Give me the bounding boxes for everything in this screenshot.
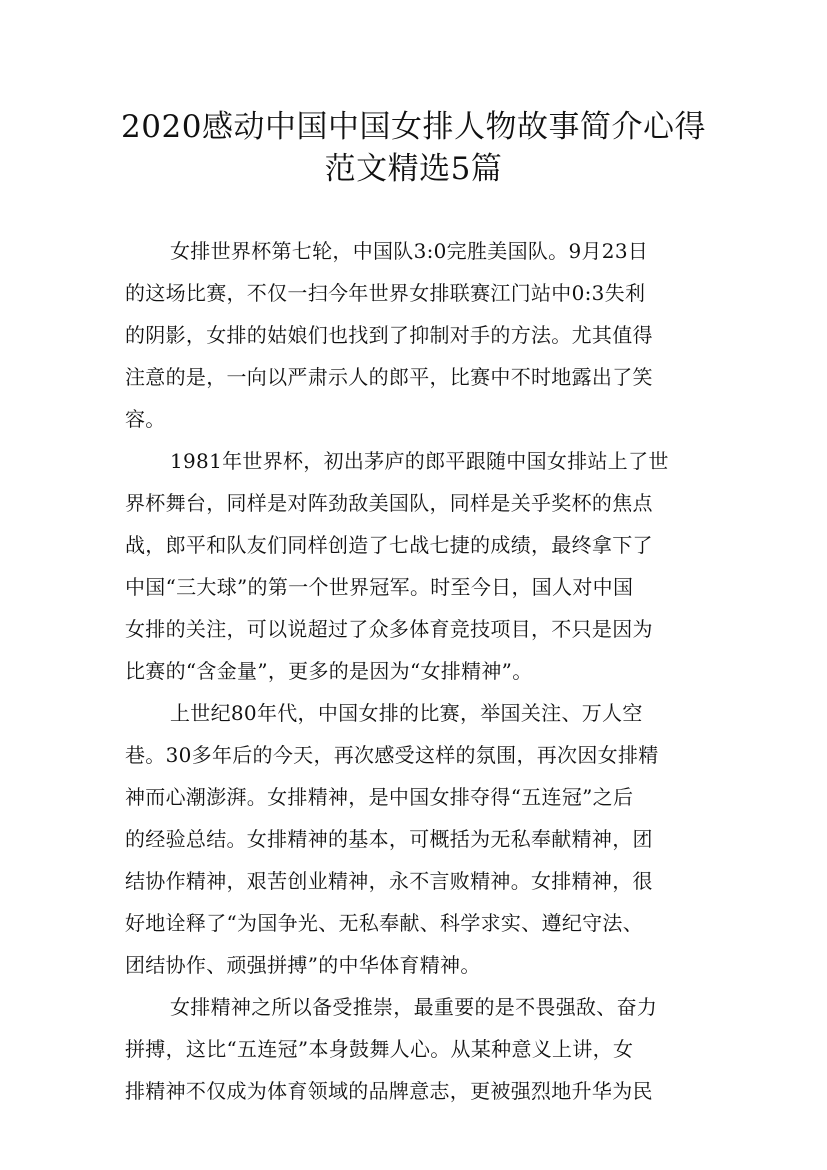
paragraph-2-line-4: 中国“三大球”的第一个世界冠军。时至今日，国人对中国 xyxy=(125,575,634,599)
paragraph-2-line-6: 比赛的“含金量”，更多的是因为“女排精神”。 xyxy=(125,659,533,683)
paragraph-3-line-6: 好地诠释了“为国争光、无私奉献、科学求实、遵纪守法、 xyxy=(125,911,644,935)
document-title-line-1: 2020感动中国中国女排人物故事简介心得 xyxy=(121,109,706,145)
paragraph-2-line-5: 女排的关注，可以说超过了众多体育竞技项目，不只是因为 xyxy=(125,617,653,641)
paragraph-3-line-4: 的经验总结。女排精神的基本，可概括为无私奉献精神，团 xyxy=(125,827,653,851)
paragraph-2-line-3: 战，郎平和队友们同样创造了七战七捷的成绩，最终拿下了 xyxy=(125,533,653,557)
paragraph-3-line-3: 神而心潮澎湃。女排精神，是中国女排夺得“五连冠”之后 xyxy=(125,785,634,809)
document-title-line-2: 范文精选5篇 xyxy=(324,151,503,187)
paragraph-4-line-2: 拼搏，这比“五连冠”本身鼓舞人心。从某种意义上讲，女 xyxy=(125,1037,634,1061)
paragraph-1-line-5: 容。 xyxy=(125,407,166,431)
paragraph-3-line-7: 团结协作、顽强拼搏”的中华体育精神。 xyxy=(125,953,481,977)
document-body xyxy=(125,230,715,1112)
paragraph-3-line-5: 结协作精神，艰苦创业精神，永不言败精神。女排精神，很 xyxy=(125,869,653,893)
paragraph-2-line-1: 1981年世界杯，初出茅庐的郎平跟随中国女排站上了世 xyxy=(170,449,669,473)
paragraph-1-line-1: 女排世界杯第七轮，中国队3:0完胜美国队。9月23日 xyxy=(170,239,649,263)
paragraph-3-line-1: 上世纪80年代，中国女排的比赛，举国关注、万人空 xyxy=(170,701,643,725)
paragraph-1-line-4: 注意的是，一向以严肃示人的郎平，比赛中不时地露出了笑 xyxy=(125,365,653,389)
paragraph-1-line-2: 的这场比赛，不仅一扫今年世界女排联赛江门站中0:3失利 xyxy=(125,281,646,305)
paragraph-1-line-3: 的阴影，女排的姑娘们也找到了抑制对手的方法。尤其值得 xyxy=(125,323,653,347)
paragraph-4-line-3: 排精神不仅成为体育领域的品牌意志，更被强烈地升华为民 xyxy=(125,1079,653,1103)
paragraph-4-line-1: 女排精神之所以备受推崇，最重要的是不畏强敌、奋力 xyxy=(170,995,658,1019)
paragraph-3-line-2: 巷。30多年后的今天，再次感受这样的氛围，再次因女排精 xyxy=(125,743,659,767)
paragraph-2-line-2: 界杯舞台，同样是对阵劲敌美国队，同样是关乎奖杯的焦点 xyxy=(125,491,653,515)
